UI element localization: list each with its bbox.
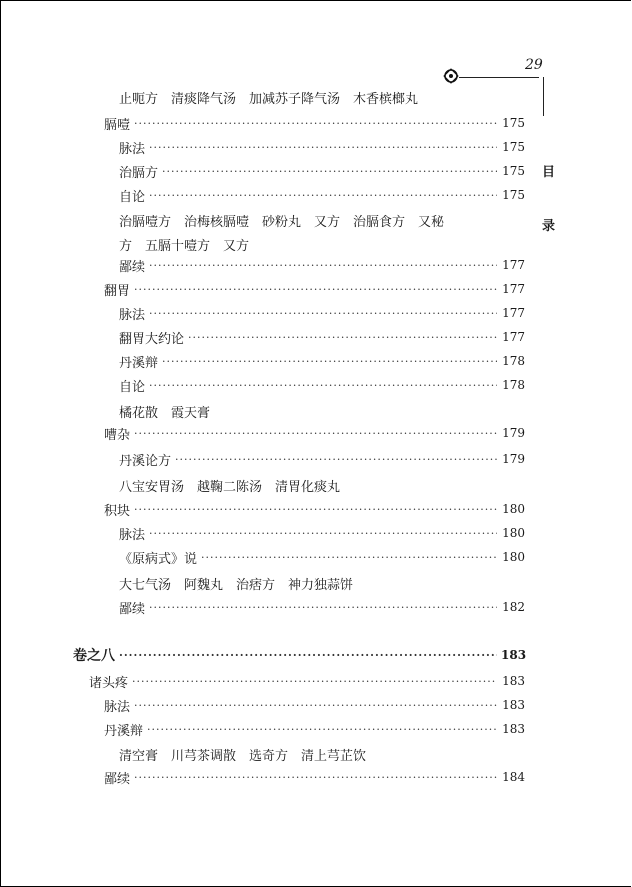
- toc-entry[interactable]: [104, 719, 525, 739]
- toc-entry[interactable]: [119, 523, 525, 543]
- toc-entry-label: 《原病式》说: [119, 551, 198, 567]
- dot-leader: [149, 141, 497, 154]
- toc-entry-label: 脉法: [104, 699, 131, 715]
- toc-entry[interactable]: [119, 375, 525, 395]
- dot-leader: [134, 699, 497, 712]
- toc-entry[interactable]: [119, 255, 525, 275]
- toc-entry-page: 180: [502, 526, 525, 540]
- dot-leader: [149, 527, 497, 540]
- toc-entry-page: 183: [502, 698, 525, 712]
- page-number: 29: [525, 57, 543, 73]
- toc-entry-label: 嘈杂: [104, 427, 131, 443]
- dot-leader: [134, 283, 497, 296]
- toc-entry[interactable]: [89, 671, 525, 691]
- toc-entry-page: 177: [502, 258, 525, 272]
- toc-entry[interactable]: [119, 597, 525, 617]
- toc-entry[interactable]: [104, 695, 525, 715]
- dot-leader: [188, 331, 497, 344]
- toc-entry-label: 自论: [119, 189, 146, 205]
- toc-entry[interactable]: [119, 161, 525, 181]
- toc-entry-page: 184: [502, 770, 525, 784]
- dot-leader: [119, 649, 497, 662]
- dot-leader: [134, 503, 497, 516]
- dot-leader: [149, 259, 497, 272]
- dot-leader: [149, 189, 497, 202]
- toc-entry-label: 翻胃: [104, 283, 131, 299]
- toc-entry-page: 177: [502, 306, 525, 320]
- toc-entry[interactable]: [119, 137, 525, 157]
- toc-entry-label: 鄙续: [104, 771, 131, 787]
- dot-leader: [201, 551, 497, 564]
- dot-leader: [149, 307, 497, 320]
- toc-entry-label: 丹溪辩: [119, 355, 159, 371]
- toc-entry-label: 脉法: [119, 307, 146, 323]
- toc-entry-label: 卷之八: [73, 648, 115, 664]
- toc-entry-label: 膈噎: [104, 117, 131, 133]
- toc-entry-page: 177: [502, 282, 525, 296]
- toc-entry-page: 180: [502, 502, 525, 516]
- toc-subitems: 八宝安胃汤 越鞠二陈汤 清胃化痰丸: [119, 480, 341, 495]
- toc-entry[interactable]: [104, 113, 525, 133]
- toc-entry[interactable]: [104, 767, 525, 787]
- toc-entry[interactable]: [119, 185, 525, 205]
- toc-entry-page: 175: [502, 116, 525, 130]
- toc-subitems: 清空膏 川芎茶调散 选奇方 清上芎芷饮: [119, 749, 367, 764]
- toc-entry-page: 183: [502, 674, 525, 688]
- toc-entry-label: 翻胃大约论: [119, 331, 185, 347]
- toc-entry-label: 脉法: [119, 141, 146, 157]
- dot-leader: [149, 379, 497, 392]
- dot-leader: [132, 675, 497, 688]
- toc-entry-label: 自论: [119, 379, 146, 395]
- toc-subitems: 大七气汤 阿魏丸 治痞方 神力独蒜饼: [119, 578, 354, 593]
- toc-entry[interactable]: [119, 449, 525, 469]
- toc-entry-label: 积块: [104, 503, 131, 519]
- toc-entry[interactable]: [104, 279, 525, 299]
- dot-leader: [134, 117, 497, 130]
- toc-entry-label: 治膈方: [119, 165, 159, 181]
- toc-entry-label: 丹溪论方: [119, 453, 172, 469]
- toc-entry[interactable]: [73, 645, 525, 665]
- toc-entry[interactable]: [119, 303, 525, 323]
- side-heading-char-2: 录: [542, 219, 556, 234]
- toc-entry[interactable]: [119, 327, 525, 347]
- toc-entry[interactable]: [119, 547, 525, 567]
- toc-entry[interactable]: [104, 423, 525, 443]
- toc-entry[interactable]: [119, 351, 525, 371]
- toc-entry-label: 脉法: [119, 527, 146, 543]
- dot-leader: [162, 355, 497, 368]
- side-heading-char-1: 目: [542, 165, 556, 180]
- toc-entry[interactable]: [104, 499, 525, 519]
- toc-entry-page: 179: [502, 452, 525, 466]
- toc-entry-label: 鄙续: [119, 601, 146, 617]
- toc-entry-page: 182: [502, 600, 525, 614]
- toc-entry-page: 183: [501, 648, 527, 662]
- toc-entry-page: 175: [502, 188, 525, 202]
- toc-entry-label: 诸头疼: [89, 675, 129, 691]
- toc-entry-page: 177: [502, 330, 525, 344]
- dot-leader: [147, 723, 497, 736]
- toc-entry-page: 175: [502, 140, 525, 154]
- toc-entry-page: 175: [502, 164, 525, 178]
- toc-subitems: 治膈噎方 治梅核膈噎 砂粉丸 又方 治膈食方 又秘: [119, 215, 445, 230]
- toc-subitems: 方 五膈十噎方 又方: [119, 239, 250, 254]
- dot-leader: [162, 165, 497, 178]
- toc-entry-page: 183: [502, 722, 525, 736]
- toc-entry-label: 丹溪辩: [104, 723, 144, 739]
- toc-entry-page: 178: [502, 378, 525, 392]
- toc-subitems: 止呃方 清痰降气汤 加减苏子降气汤 木香槟榔丸: [119, 92, 419, 107]
- toc-entry-page: 179: [502, 426, 525, 440]
- toc-entry-label: 鄙续: [119, 259, 146, 275]
- toc-entry-page: 180: [502, 550, 525, 564]
- dot-leader: [175, 453, 497, 466]
- dot-leader: [134, 771, 497, 784]
- toc-entry-page: 178: [502, 354, 525, 368]
- table-of-contents: [1, 1, 631, 886]
- dot-leader: [149, 601, 497, 614]
- toc-subitems: 橘花散 霞天膏: [119, 406, 211, 421]
- dot-leader: [134, 427, 497, 440]
